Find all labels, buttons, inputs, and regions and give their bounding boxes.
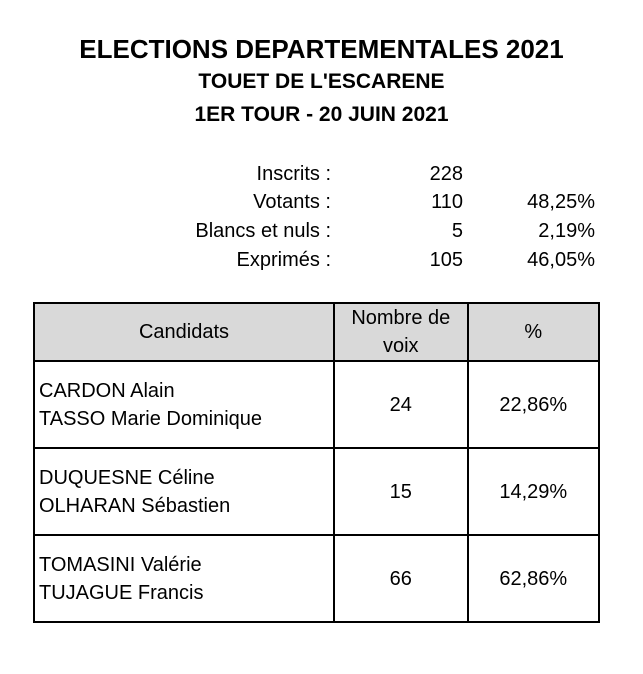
stats-label: Votants :: [253, 191, 331, 213]
stats-row-inscrits: [0, 160, 643, 188]
stats-label: Blancs et nuls :: [195, 220, 331, 242]
candidates-cell: [34, 361, 334, 448]
stats-label: Inscrits :: [256, 163, 331, 185]
stats-value: 110: [431, 191, 463, 213]
percent-cell: 14,29%: [468, 448, 599, 535]
header-voix-line2: voix: [382, 335, 419, 357]
percent-cell: 22,86%: [468, 361, 599, 448]
table-header-row: [34, 303, 599, 361]
results-table: [33, 302, 600, 623]
round-date-subtitle: 1ER TOUR - 20 JUIN 2021: [194, 103, 449, 126]
votes-cell: 66: [334, 535, 467, 622]
stats-percent: 46,05%: [527, 249, 595, 271]
header-nombre-voix: [334, 303, 467, 361]
candidate-name: TUJAGUE Francis: [39, 581, 204, 604]
table-row: [34, 535, 599, 622]
header-voix-line1: Nombre de: [351, 307, 451, 329]
table-row: [34, 361, 599, 448]
stats-row-blancs-nuls: [0, 217, 643, 245]
votes-cell: 24: [334, 361, 467, 448]
candidate-name: DUQUESNE Céline: [39, 466, 215, 489]
stats-value: 5: [451, 220, 463, 242]
stats-percent: 2,19%: [538, 220, 595, 242]
percent-cell: 62,86%: [468, 535, 599, 622]
stats-percent: 48,25%: [527, 191, 595, 213]
stats-row-votants: [0, 188, 643, 216]
stats-label: Exprimés :: [236, 249, 331, 271]
candidates-cell: [34, 448, 334, 535]
candidate-name: TOMASINI Valérie: [39, 553, 202, 576]
stats-value: 105: [429, 249, 463, 271]
table-row: [34, 448, 599, 535]
header-percent: %: [468, 303, 599, 361]
candidate-name: OLHARAN Sébastien: [39, 494, 231, 517]
candidate-name: TASSO Marie Dominique: [39, 407, 263, 430]
candidate-name: CARDON Alain: [39, 379, 175, 402]
header-candidats: Candidats: [34, 303, 334, 361]
stats-row-exprimes: [0, 246, 643, 274]
page-title: ELECTIONS DEPARTEMENTALES 2021: [79, 34, 564, 64]
candidates-cell: [34, 535, 334, 622]
votes-cell: 15: [334, 448, 467, 535]
stats-value: 228: [429, 163, 463, 185]
commune-subtitle: TOUET DE L'ESCARENE: [198, 70, 445, 93]
